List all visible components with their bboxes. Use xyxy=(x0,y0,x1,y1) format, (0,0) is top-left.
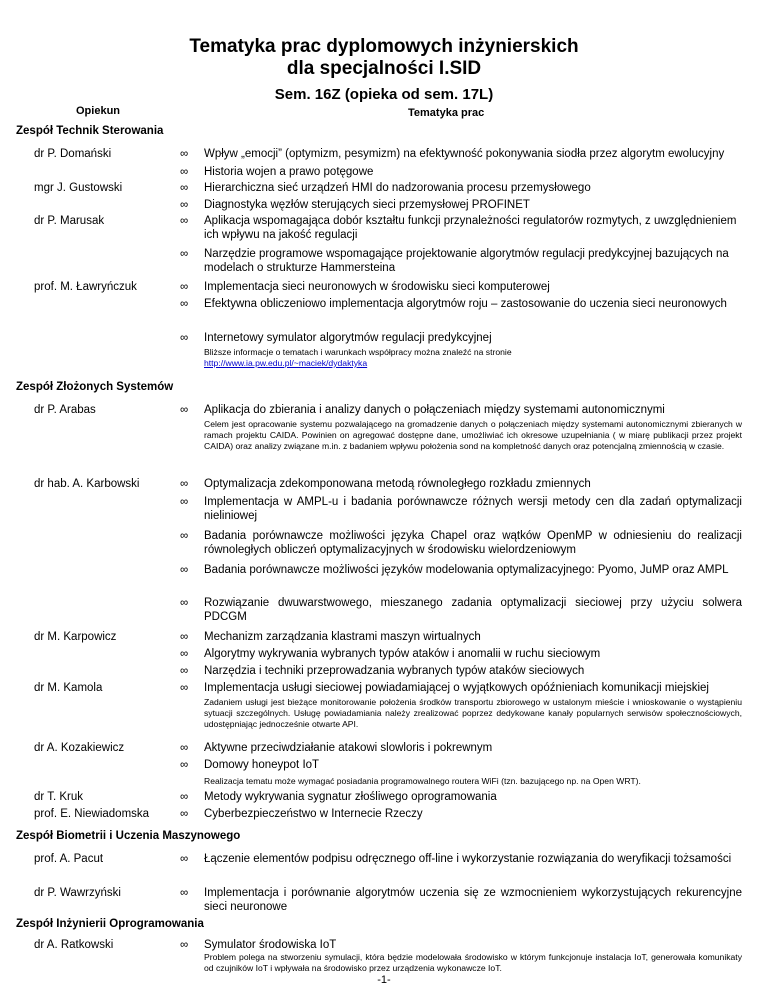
bullet-icon: ∞ xyxy=(180,496,189,508)
info-link[interactable]: http://www.ia.pw.edu.pl/~maciek/dydaktyka xyxy=(204,358,368,368)
topic-item: Łączenie elementów podpisu odręcznego off-line i wykorzystanie rozwiązania do weryfikacji tożsamości xyxy=(204,853,732,865)
bullet-icon: ∞ xyxy=(180,564,189,576)
topic-item: Badania porównawcze możliwości języka Chapel oraz wątków OpenMP w odniesieniu do realizacji równoległych obliczeń optymalizacyjnych w środowisku wielordzeniowym xyxy=(204,530,742,556)
topic-item: Implementacja sieci neuronowych w środowisku sieci komputerowej xyxy=(204,281,550,293)
topic-item: Rozwiązanie dwuwarstwowego, mieszanego zadania optymalizacji sieciowej przy użyciu solwera PDCGM xyxy=(204,597,742,623)
topic-item: Implementacja i porównanie algorytmów uczenia się ze wzmocnieniem wykorzystujących rekurencyjne sieci neuronowe xyxy=(204,887,742,913)
semester-heading: Sem. 16Z (opieka od sem. 17L) xyxy=(274,86,494,103)
bullet-icon: ∞ xyxy=(180,631,189,643)
bullet-icon: ∞ xyxy=(180,199,189,211)
info-note: Bliższe informacje o tematach i warunkach współpracy można znaleźć na stronie xyxy=(204,347,512,357)
bullet-icon: ∞ xyxy=(180,215,189,227)
topic-item: Aktywne przeciwdziałanie atakowi slowloris i pokrewnym xyxy=(204,742,493,754)
bullet-icon: ∞ xyxy=(180,665,189,677)
supervisor-name: dr P. Wawrzyński xyxy=(34,887,121,899)
supervisor-name: dr M. Kamola xyxy=(34,682,103,694)
bullet-icon: ∞ xyxy=(180,887,189,899)
supervisor-name: dr A. Kozakiewicz xyxy=(34,742,125,754)
topic-item: Implementacja w AMPL-u i badania porównawcze różnych wersji metody cen dla zadań optymalizacji nieliniowej xyxy=(204,496,742,522)
topic-item: Algorytmy wykrywania wybranych typów ataków i anomalii w ruchu sieciowym xyxy=(204,648,601,660)
topic-item: Narzędzie programowe wspomagające projektowanie algorytmów regulacji predykcyjnej bazujących na modelach o strukturze Hammersteina xyxy=(204,248,729,274)
bullet-icon: ∞ xyxy=(180,332,189,344)
supervisor-name: dr P. Marusak xyxy=(34,215,105,227)
supervisor-name: mgr J. Gustowski xyxy=(34,182,123,194)
bullet-icon: ∞ xyxy=(180,648,189,660)
topic-item: Wpływ „emocji” (optymizm, pesymizm) na efektywność pokonywania siodła przez algorytm ewolucyjny xyxy=(204,148,725,160)
topic-item: Badania porównawcze możliwości języków modelowania optymalizacyjnego: Pyomo, JuMP oraz AMPL xyxy=(204,564,729,576)
bullet-icon: ∞ xyxy=(180,530,189,542)
document-title-line2: dla specjalności I.SID xyxy=(286,58,482,79)
column-header-supervisor: Opiekun xyxy=(76,105,121,117)
topic-item: Mechanizm zarządzania klastrami maszyn wirtualnych xyxy=(204,631,481,643)
supervisor-name: dr T. Kruk xyxy=(34,791,83,803)
topic-item: Hierarchiczna sieć urządzeń HMI do nadzorowania procesu przemysłowego xyxy=(204,182,591,194)
topic-item: Implementacja usługi sieciowej powiadamiającej o wyjątkowych opóźnieniach komunikacji miejskiej xyxy=(204,682,709,694)
topic-item: Historia wojen a prawo potęgowe xyxy=(204,166,374,178)
bullet-icon: ∞ xyxy=(180,742,189,754)
supervisor-name: dr hab. A. Karbowski xyxy=(34,478,140,490)
team-heading: Zespół Technik Sterowania xyxy=(16,125,164,137)
topic-item: Domowy honeypot IoT xyxy=(204,759,320,771)
bullet-icon: ∞ xyxy=(180,298,189,310)
topic-description: Realizacja tematu może wymagać posiadania programowalnego routera WiFi (tzn. bazującego np. na Open WRT). xyxy=(204,776,641,786)
topic-item: Optymalizacja zdekomponowana metodą równoległego rozkładu zmiennych xyxy=(204,478,591,490)
topic-item: Symulator środowiska IoT xyxy=(204,939,337,951)
bullet-icon: ∞ xyxy=(180,759,189,771)
bullet-icon: ∞ xyxy=(180,682,189,694)
topic-description: Celem jest opracowanie systemu pozwalającego na gromadzenie danych o połączeniach między systemami autonomicznymi zbieranych w ramach projektu CAIDA. Powinien on agregować dostępne dane, umożliwiać ich okresowe uzupełniania ( w miarę publikacji przez projekt CAIDA) oraz analizy związane m.in. z badaniem wpływu położenia sond na kompletność danych oraz potencjalną zmiennością w czasie. xyxy=(204,419,742,451)
bullet-icon: ∞ xyxy=(180,939,189,951)
supervisor-name: prof. E. Niewiadomska xyxy=(34,808,150,820)
column-header-topics: Tematyka prac xyxy=(408,107,485,119)
bullet-icon: ∞ xyxy=(180,281,189,293)
supervisor-name: prof. M. Ławryńczuk xyxy=(34,281,137,293)
bullet-icon: ∞ xyxy=(180,166,189,178)
bullet-icon: ∞ xyxy=(180,597,189,609)
bullet-icon: ∞ xyxy=(180,248,189,260)
bullet-icon: ∞ xyxy=(180,148,189,160)
bullet-icon: ∞ xyxy=(180,404,189,416)
topic-item: Metody wykrywania sygnatur złośliwego oprogramowania xyxy=(204,791,497,803)
supervisor-name: dr P. Arabas xyxy=(34,404,96,416)
topic-item: Aplikacja do zbierania i analizy danych o połączeniach między systemami autonomicznymi xyxy=(204,404,665,416)
topic-item: Cyberbezpieczeństwo w Internecie Rzeczy xyxy=(204,808,423,820)
document-title-line1: Tematyka prac dyplomowych inżynierskich xyxy=(189,36,579,57)
supervisor-name: dr M. Karpowicz xyxy=(34,631,117,643)
bullet-icon: ∞ xyxy=(180,808,189,820)
topic-item: Aplikacja wspomagająca dobór kształtu funkcji przynależności regulatorów rozmytych, z uwzględnieniem ich wpływu na jakość regulacji xyxy=(204,215,737,241)
supervisor-name: dr P. Domański xyxy=(34,148,112,160)
bullet-icon: ∞ xyxy=(180,182,189,194)
bullet-icon: ∞ xyxy=(180,791,189,803)
supervisor-name: dr A. Ratkowski xyxy=(34,939,114,951)
team-heading: Zespół Złożonych Systemów xyxy=(16,381,174,393)
topic-item: Efektywna obliczeniowo implementacja algorytmów roju – zastosowanie do uczenia sieci neuronowych xyxy=(204,298,727,310)
topic-description: Zadaniem usługi jest bieżące monitorowanie położenia środków transportu zbiorowego w ustalonym mieście i wnioskowanie o wystąpieniu sytuacji szczególnych. Usługę powiadamiania należy zrealizować poprzez dedykowane kanały popularnych serwisów społecznościowych, udostępniając jednocześnie otwarte API. xyxy=(204,697,742,729)
page-number: -1- xyxy=(377,974,391,986)
topic-item: Narzędzia i techniki przeprowadzania wybranych typów ataków sieciowych xyxy=(204,665,585,677)
team-heading: Zespół Biometrii i Uczenia Maszynowego xyxy=(16,830,241,842)
bullet-icon: ∞ xyxy=(180,853,189,865)
bullet-icon: ∞ xyxy=(180,478,189,490)
supervisor-name: prof. A. Pacut xyxy=(34,853,104,865)
topic-item: Diagnostyka węzłów sterujących sieci przemysłowej PROFINET xyxy=(204,199,530,211)
topic-item: Internetowy symulator algorytmów regulacji predykcyjnej xyxy=(204,332,492,344)
team-heading: Zespół Inżynierii Oprogramowania xyxy=(16,918,204,930)
topic-description: Problem polega na stworzeniu symulacji, która będzie modelowała środowisko w którym funkcjonuje instalacja IoT, generowała komunikaty od czujników IoT i wpływała na środowisko przez urządzenia wykonawcze IoT. xyxy=(204,952,742,973)
